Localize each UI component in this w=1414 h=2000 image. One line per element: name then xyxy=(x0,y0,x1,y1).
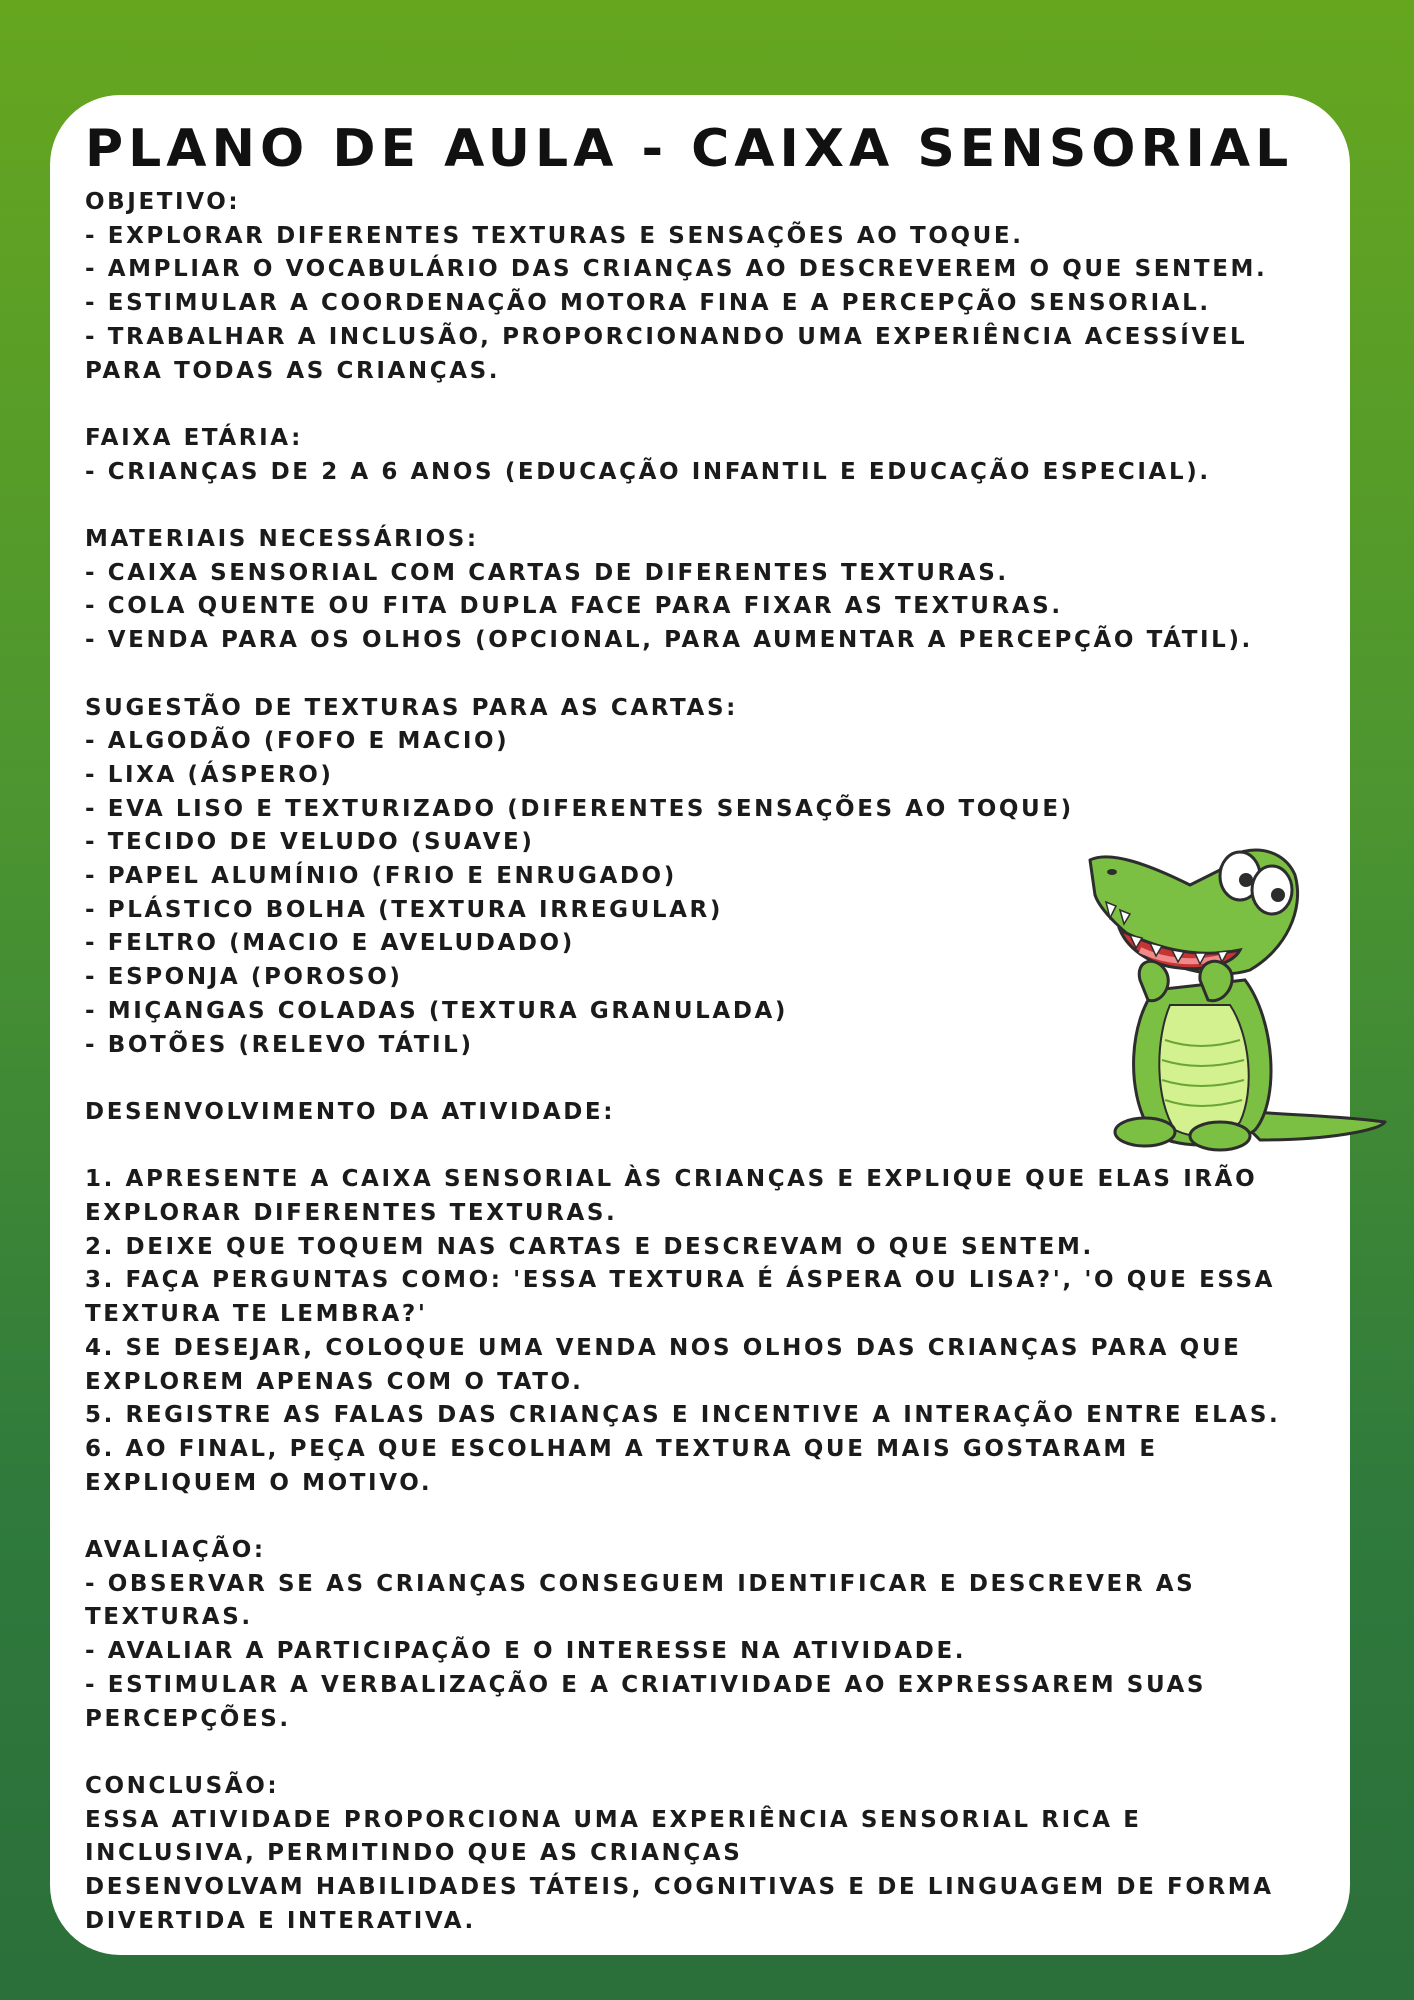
text-line: - EVA LISO E TEXTURIZADO (DIFERENTES SENSAÇÕES AO TOQUE) xyxy=(85,795,1074,822)
blank-line xyxy=(85,1736,1345,1770)
text-line: OBJETIVO: xyxy=(85,189,241,215)
text-line: EXPLIQUEM O MOTIVO. xyxy=(85,1469,433,1496)
page-title: PLANO DE AULA - CAIXA SENSORIAL xyxy=(85,119,1294,179)
croc-right-foot xyxy=(1190,1122,1250,1150)
text-line: - LIXA (ÁSPERO) xyxy=(85,761,334,788)
text-line: - BOTÕES (RELEVO TÁTIL) xyxy=(85,1031,474,1058)
text-line: 4. SE DESEJAR, COLOQUE UMA VENDA NOS OLHOS DAS CRIANÇAS PARA QUE xyxy=(85,1334,1242,1361)
text-line: - CAIXA SENSORIAL COM CARTAS DE DIFERENTES TEXTURAS. xyxy=(85,559,1009,586)
text-line: - CRIANÇAS DE 2 A 6 ANOS (EDUCAÇÃO INFANTIL E EDUCAÇÃO ESPECIAL). xyxy=(85,458,1211,485)
text-line: EXPLORAR DIFERENTES TEXTURAS. xyxy=(85,1200,618,1227)
text-line: - ESTIMULAR A COORDENAÇÃO MOTORA FINA E A PERCEPÇÃO SENSORIAL. xyxy=(85,290,1211,317)
text-line: - FELTRO (MACIO E AVELUDADO) xyxy=(85,930,575,957)
text-line: - EXPLORAR DIFERENTES TEXTURAS E SENSAÇÕES AO TOQUE. xyxy=(85,222,1024,249)
blank-line xyxy=(85,489,1345,523)
text-line: - AVALIAR A PARTICIPAÇÃO E O INTERESSE NA ATIVIDADE. xyxy=(85,1638,967,1665)
text-line: - ALGODÃO (FOFO E MACIO) xyxy=(85,728,510,755)
text-line: 1. APRESENTE A CAIXA SENSORIAL ÀS CRIANÇAS E EXPLIQUE QUE ELAS IRÃO xyxy=(85,1166,1258,1193)
text-line: DIVERTIDA E INTERATIVA. xyxy=(85,1907,476,1934)
text-line: MATERIAIS NECESSÁRIOS: xyxy=(85,526,479,552)
text-line: - MIÇANGAS COLADAS (TEXTURA GRANULADA) xyxy=(85,997,789,1024)
text-line: 5. REGISTRE AS FALAS DAS CRIANÇAS E INCENTIVE A INTERAÇÃO ENTRE ELAS. xyxy=(85,1402,1281,1429)
croc-belly xyxy=(1159,1005,1248,1136)
croc-left-hand xyxy=(1139,961,1168,1001)
text-line: - PLÁSTICO BOLHA (TEXTURA IRREGULAR) xyxy=(85,896,723,923)
crocodile-illustration xyxy=(1080,840,1390,1160)
text-line: - ESPONJA (POROSO) xyxy=(85,964,403,991)
text-line: 2. DEIXE QUE TOQUEM NAS CARTAS E DESCREVAM O QUE SENTEM. xyxy=(85,1233,1094,1260)
text-line: - VENDA PARA OS OLHOS (OPCIONAL, PARA AUMENTAR A PERCEPÇÃO TÁTIL). xyxy=(85,627,1253,654)
text-line: DESENVOLVIMENTO DA ATIVIDADE: xyxy=(85,1098,616,1125)
text-line: TEXTURA TE LEMBRA?' xyxy=(85,1301,428,1328)
text-line: - TECIDO DE VELUDO (SUAVE) xyxy=(85,829,535,856)
text-line: DESENVOLVAM HABILIDADES TÁTEIS, COGNITIVAS E DE LINGUAGEM DE FORMA xyxy=(85,1874,1274,1901)
text-line: 3. FAÇA PERGUNTAS COMO: 'ESSA TEXTURA É ÁSPERA OU LISA?', 'O QUE ESSA xyxy=(85,1267,1276,1294)
text-line: PERCEPÇÕES. xyxy=(85,1705,291,1732)
text-line: AVALIAÇÃO: xyxy=(85,1537,266,1564)
text-line: 6. AO FINAL, PEÇA QUE ESCOLHAM A TEXTURA QUE MAIS GOSTARAM E xyxy=(85,1435,1158,1462)
text-line: - PAPEL ALUMÍNIO (FRIO E ENRUGADO) xyxy=(85,863,677,890)
text-line: CONCLUSÃO: xyxy=(85,1772,280,1799)
text-line: - TRABALHAR A INCLUSÃO, PROPORCIONANDO UMA EXPERIÊNCIA ACESSÍVEL xyxy=(85,323,1248,350)
text-line: EXPLOREM APENAS COM O TATO. xyxy=(85,1368,584,1395)
text-line: PARA TODAS AS CRIANÇAS. xyxy=(85,357,501,384)
blank-line xyxy=(85,658,1345,692)
text-line: TEXTURAS. xyxy=(85,1604,253,1631)
text-line: SUGESTÃO DE TEXTURAS PARA AS CARTAS: xyxy=(85,694,738,721)
blank-line xyxy=(85,388,1345,422)
blank-line xyxy=(85,1500,1345,1534)
text-line: - ESTIMULAR A VERBALIZAÇÃO E A CRIATIVIDADE AO EXPRESSAREM SUAS xyxy=(85,1671,1207,1698)
text-line: - COLA QUENTE OU FITA DUPLA FACE PARA FIXAR AS TEXTURAS. xyxy=(85,593,1063,620)
text-line: ESSA ATIVIDADE PROPORCIONA UMA EXPERIÊNCIA SENSORIAL RICA E xyxy=(85,1806,1142,1833)
text-line: - AMPLIAR O VOCABULÁRIO DAS CRIANÇAS AO DESCREVEREM O QUE SENTEM. xyxy=(85,256,1268,283)
text-line: FAIXA ETÁRIA: xyxy=(85,424,303,451)
text-line: - OBSERVAR SE AS CRIANÇAS CONSEGUEM IDENTIFICAR E DESCREVER AS xyxy=(85,1570,1196,1597)
croc-eye-right xyxy=(1252,866,1292,914)
text-line: INCLUSIVA, PERMITINDO QUE AS CRIANÇAS xyxy=(85,1840,743,1867)
croc-left-foot xyxy=(1115,1118,1175,1146)
